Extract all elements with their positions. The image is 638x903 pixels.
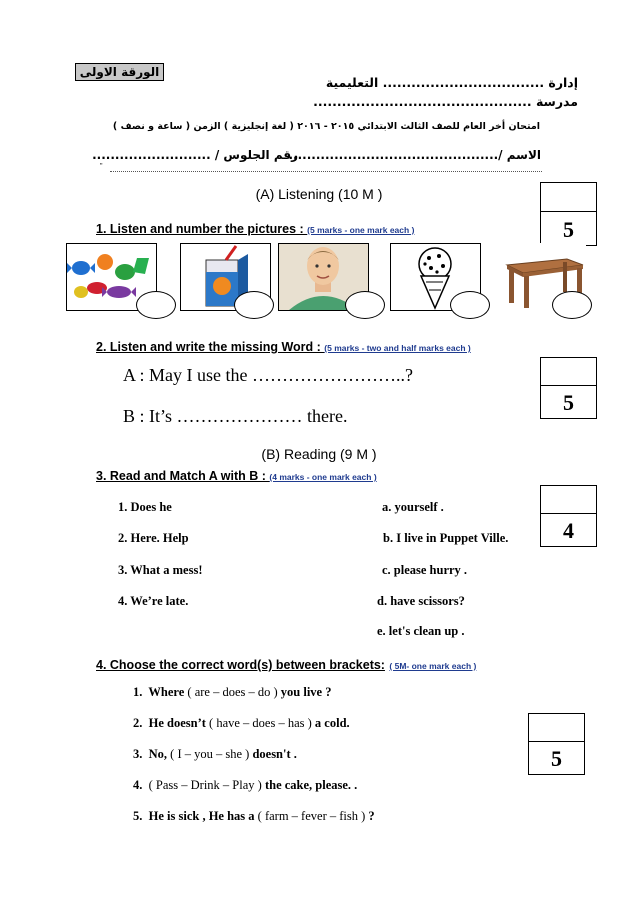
- choose-item-1: [133, 685, 331, 700]
- choose-item-1-choices: ( are – does – do ): [187, 685, 278, 699]
- match-a-4: 4. We’re late.: [118, 594, 189, 608]
- choose-item-3: [133, 747, 297, 762]
- choose-item-1-post: you live ?: [280, 685, 332, 699]
- q1-title: 1. Listen and number the pictures :: [96, 222, 308, 236]
- choose-item-5: [133, 809, 375, 824]
- match-a-1: 1. Does he: [118, 500, 172, 514]
- q4-note: ( 5M- one mark each ): [389, 661, 477, 671]
- choose-item-5-post: ?: [368, 809, 375, 823]
- choose-item-4-post: the cake, please. .: [264, 778, 358, 792]
- q3-title: 3. Read and Match A with B :: [96, 469, 270, 483]
- school-line: مدرسة ..............................................: [313, 94, 578, 109]
- match-b-e: e. let's clean up .: [377, 624, 465, 638]
- q1-score-divider: [541, 211, 596, 212]
- q3-header: [96, 467, 377, 485]
- match-b-b: b. I live in Puppet Ville.: [383, 531, 509, 545]
- choose-item-5-num: 5.: [133, 809, 143, 823]
- q2-note: (5 marks - two and half marks each ): [324, 343, 471, 353]
- section-b-title: (B) Reading (9 M ): [261, 446, 377, 462]
- match-b-c: c. please hurry .: [382, 563, 468, 577]
- choose-item-2-post: a cold.: [314, 716, 350, 730]
- q4-header: [96, 656, 476, 674]
- choose-item-5-choices: ( farm – fever – fish ): [257, 809, 366, 823]
- choose-item-4: [133, 778, 357, 793]
- q2-header: [96, 338, 471, 356]
- picture-4-answer-circle[interactable]: [450, 291, 490, 319]
- q2-line-b: B : It’s ………………… there.: [123, 406, 348, 426]
- q1-header: [96, 220, 414, 238]
- q2-score: 5: [563, 390, 574, 415]
- q1-note: (5 marks - one mark each ): [307, 225, 415, 235]
- q3-score: 4: [563, 518, 574, 543]
- q3-score-divider: [541, 513, 596, 514]
- choose-item-2-choices: ( have – does – has ): [209, 716, 312, 730]
- match-a-2: 2. Here. Help: [118, 531, 189, 545]
- choose-item-2-pre: He doesn’t: [148, 716, 206, 730]
- q2-title: 2. Listen and write the missing Word :: [96, 340, 325, 354]
- q4-title: 4. Choose the correct word(s) between brackets:: [96, 658, 385, 672]
- exam-line: امتحان أخر العام للصف الثالث الابتدائي ٢٠١٥ - ٢٠١٦ ( لغة إنجليزية ) الزمن ( ساعة و نصف ): [112, 121, 540, 132]
- q4-score-divider: [529, 741, 584, 742]
- sheet-label: الورقة الاولى: [75, 63, 164, 81]
- q2-line-a: A : May I use the ……………………..?: [123, 365, 413, 385]
- q2-score-box: [540, 357, 597, 419]
- picture-2-answer-circle[interactable]: [234, 291, 274, 319]
- admin-line: إدارة .................................. التعليمية: [325, 75, 578, 90]
- choose-item-1-num: 1.: [133, 685, 143, 699]
- choose-item-3-choices: ( I – you – she ): [170, 747, 250, 761]
- tiny-quote: ": [100, 163, 103, 170]
- q3-score-box: [540, 485, 597, 547]
- choose-item-1-pre: Where: [148, 685, 185, 699]
- choose-item-5-pre: He is sick , He has a: [148, 809, 255, 823]
- seat-line: رقم الجلوس / ..........................: [92, 148, 298, 162]
- choose-item-2-num: 2.: [133, 716, 143, 730]
- picture-1-answer-circle[interactable]: [136, 291, 176, 319]
- q1-score-box: [540, 182, 597, 246]
- picture-3-answer-circle[interactable]: [345, 291, 385, 319]
- q4-score: 5: [551, 746, 562, 771]
- q1-score: 5: [563, 217, 574, 242]
- match-b-a: a. yourself .: [382, 500, 444, 514]
- q2-score-divider: [541, 385, 596, 386]
- choose-item-4-choices: ( Pass – Drink – Play ): [148, 778, 262, 792]
- choose-item-2: [133, 716, 350, 731]
- choose-item-3-pre: No,: [148, 747, 168, 761]
- section-a-title: (A) Listening (10 M ): [255, 186, 383, 202]
- choose-item-4-num: 4.: [133, 778, 143, 792]
- choose-item-3-num: 3.: [133, 747, 143, 761]
- picture-5-answer-circle[interactable]: [552, 291, 592, 319]
- q3-note: (4 marks - one mark each ): [269, 472, 377, 482]
- choose-item-3-post: doesn't .: [252, 747, 297, 761]
- match-b-d: d. have scissors?: [377, 594, 465, 608]
- q4-score-box: [528, 713, 585, 775]
- name-line: الاسم /..............................................: [288, 148, 541, 162]
- header-divider: [110, 171, 542, 172]
- match-a-3: 3. What a mess!: [118, 563, 203, 577]
